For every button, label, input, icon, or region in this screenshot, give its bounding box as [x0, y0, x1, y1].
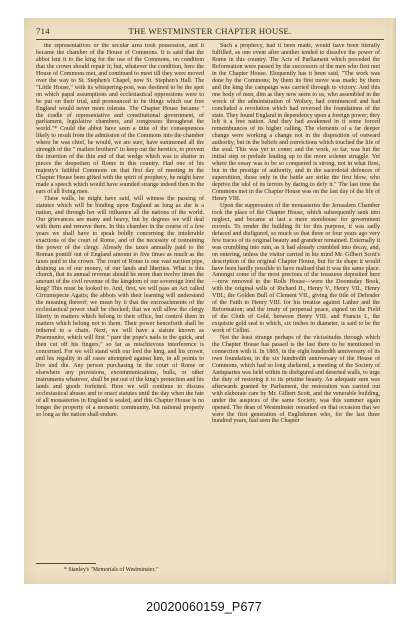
book-page: [24, 18, 396, 584]
running-title: THE WESTMINSTER CHAPTER HOUSE.: [128, 26, 292, 36]
right-paragraph: Upon the suppression of the monasteries the Jerusalem Chamber took the place of the Chapter House, which subsequently sank into neglect, and became at last a mere storehouse for government records. To render the building fit for this purpose, it was sadly defaced and disfigured, so much so that three or four years ago very few traces of its original beauty and grandeur remained. Externally it was crumbling into ruin, as it had already crumbled into decay, and, on entering, unless the visitor carried in his mind Mr. Gilbert Scott's description of the original Chapter House, but for its shape it would have been hardly possible to have realised that it was the same place. Amongst some of the most precious of the treasures deposited here—now removed to the Rolls House—were the Doomsday Book, with the original wills of Richard II., Henry V., Henry VII., Henry VIII.; the Golden Bull of Clement VII., giving the title of Defender of the Faith to Henry VIII. for his treatise against Luther and the Reformation; and the treaty of perpetual peace, signed on the Field of the Cloth of Gold, between Henry VIII. and Francis I., the exquisite gold seal to which, six inches in diameter, is said to be the work of Cellini.: [212, 202, 380, 335]
left-paragraph: These walls, he might have said, will witness the passing of statutes which will be binding upon England as long as she is a nation, and through her will influence all the nations of the world. Our grievances are many and heavy, but by degrees we will deal with them and remove them. In this chamber in the course of a few years we shall have to speak boldly concerning the intolerable exactions of the court of Rome, and of the necessity of restraining the power of the clergy. Already the taxes annually paid to the Roman pontiff out of England amount to five times as much as the taxes paid to the crown. The court of Rome is one vast suction pipe, draining us of our money, of our lands and liberties. What is this church, that its annual revenue should be more than twelve times the amount of the civil revenue of the kingdom of our sovereign lord the king? This must be looked to. And, first, we will pass an Act called Circumspecte Agatis; the abbots with their learning will understand the meaning thereof; we mean by it that the encroachments of the ecclesiastical power shall be checked; that we will allow the clergy liberty in matters which belong to their office, but control them in matters which belong not to them. Their power henceforth shall be tethered to a chain. Next, we will have a statute known as Praemunire, which will first " pare the pope's nails to the quick, and then cut off his fingers," so far as mischievous interference is concerned. For we will stand with our lord the king, and his crown, and his regality in all cases attempted against him, in all points to live and die. Any person purchasing in the court of Rome or elsewhere any provisions, excommunications, bulls, or other instruments whatever, shall be put out of the king's protection and his lands and goods forfeited. Here we will continue to discuss ecclesiastical abuses and to enact statutes until the day when the fate of all monasteries in England is sealed, and this Chapter House is no longer the property of a monastic community, but national property so long as the nation shall endure.: [36, 195, 204, 418]
left-column: [36, 43, 204, 559]
footnote: * Stanley's "Memorials of Westminster.": [64, 567, 158, 573]
running-header: [36, 26, 384, 38]
left-paragraph: the representatives or the secular area took possession, and it became the chamber of the House of Commons. It is said that the abbot lent it to the king for the use of the Commons, on condition that the crown should repair it; but, whatever the condition, here the House of Commons met, and continued to meet till they were moved over the way to St. Stephen's Chapel, now St. Stephen's Hall. The "Little House," with its whispering-post, was destined to be the spot on which papal assumptions and ecclesiastical oppressions were to be put on their trial, and pronounced to be things which our free England would never more tolerate. The Chapter House became " the cradle of representative and constitutional government, of parliament, legislative chambers, and congresses throughout the world."* Could the abbot have seen a tithe of the consequences likely to result from the admission of the Commons into the chamber where he was chief, he would, we are sure, have summoned all the strength of the " mailers brothers" to keep out the heretics, to prevent the insertion of the thin end of that wedge which was to shatter in pieces the despotism of Rome in this country. Had one of his majesty's faithful Commons on that first day of meeting in the Chapter House been gifted with the spirit of prophecy, he might have made a speech which would have sounded strange indeed then in the ears of all living men.: [36, 43, 204, 196]
page-gutter-shadow: [390, 18, 396, 584]
scan-identifier-caption: 20020060159_P677: [146, 600, 262, 614]
header-rule: [36, 39, 384, 40]
right-column: [212, 43, 380, 563]
right-paragraph: Such a prophecy, had it been made, would have been literally fulfilled, as one event after another tended to dissolve the power of Rome in this country. The Acts of Parliament which preceded the Reformation were passed by the successors of the men who first met in the Chapter House. Eloquently has it been said, "The work was done by the Commons; by them its first move was made; by them and the king the campaign was carried through to victory. And this one body of men, dim as they now seem to us, who assembled in the wreck of the administration of Wolsey, had commenced and had concluded a revolution which had reversed the foundations of the state. They found England in dependency upon a foreign power; they left it a free nation. And they had awakened in it some forced remembrances of its higher calling. The elements of a far deeper change were working a change not in the disposition of outward authority, but in the beliefs and convictions which touched the life of the soul. This was yet to come; and the work, so far, was but the initial step or prelude leading up to the more solemn struggle. Yet where the essay was to be so conquered is strong, not in what fires, but in the prestige of authority, and in the sacerdotal defences of superstition, those only in the battle are strike the first blow, who deprive the idol of its terrors by daring to defy it." The last time the Commons met in the Chapter House was on the last day of the life of Henry VIII.: [212, 43, 380, 202]
footnote-rule: [36, 563, 96, 564]
page-number: 714: [36, 26, 50, 36]
right-paragraph: Not the least strange perhaps of the vicissitudes through which the Chapter House has passed is the last there to be mentioned in connection with it. In 1865, in the eight hundredth anniversary of its own foundation, in the six hundredth anniversary of the House of Commons, which had so long sheltered, a meeting of the Society of Antiquaries was held within its disfigured and deserted walls, to urge the duty of restoring it to its pristine beauty. An adequate sum was afterwards granted by Parliament, the restoration was carried out with elaborate care by Mr. Gilbert Scott, and the venerable building, under the auspices of the same Society, was this summer again opened. The dean of Westminster remarked on that occasion that we were the first generation of Englishmen who, for the last three hundred years, had seen the Chapter: [212, 335, 380, 425]
